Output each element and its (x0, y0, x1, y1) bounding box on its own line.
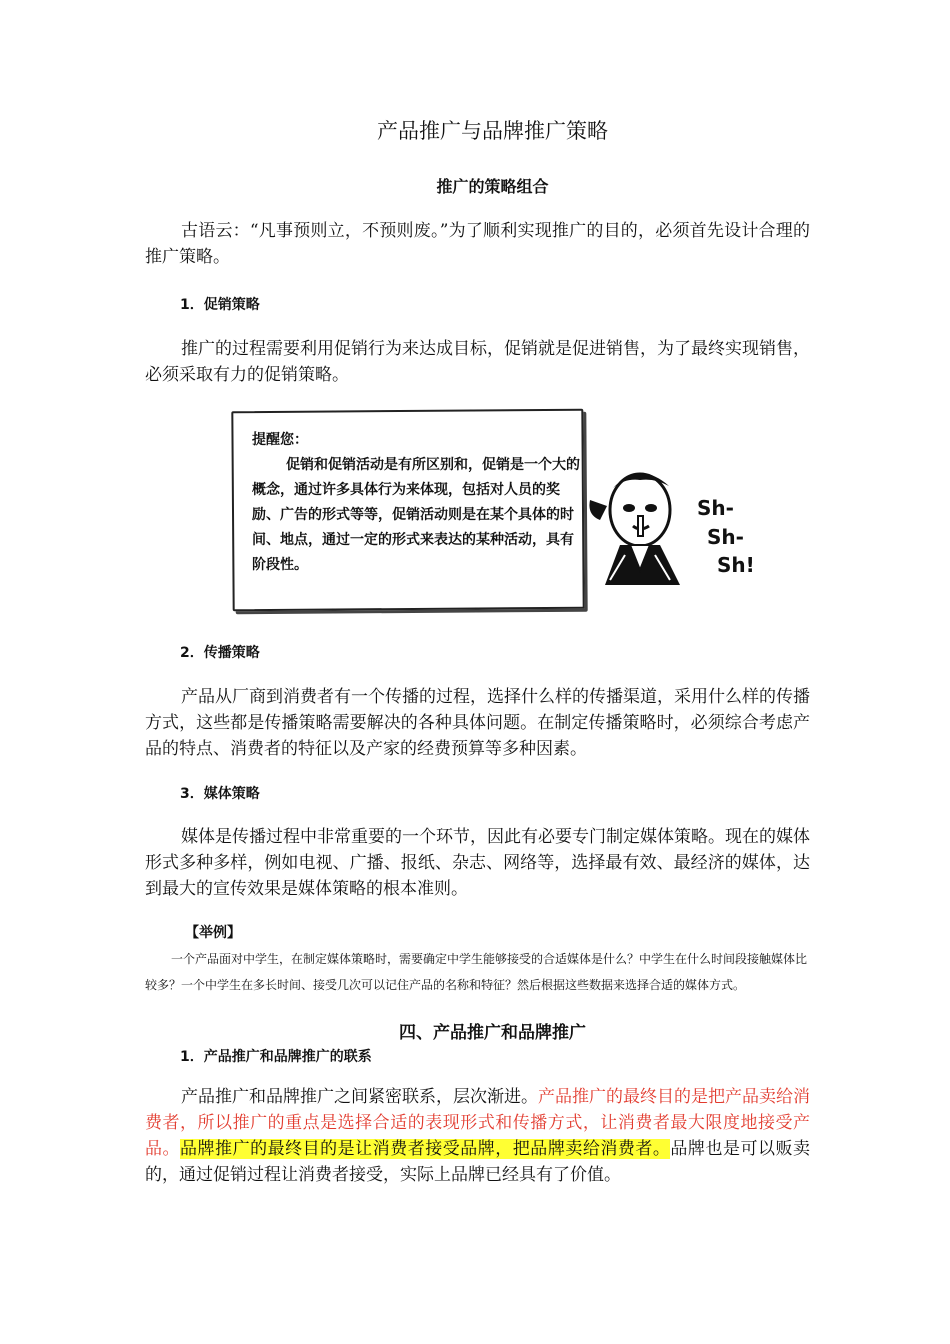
intro-paragraph: 古语云：“凡事预则立，不预则废。”为了顺利实现推广的目的，必须首先设计合理的推广策略。 (145, 221, 810, 267)
relation-text-red: 产品推广的最终目的是把产品卖给消费者，所以推广的重点是选择合适的表现形式和传播方式，让消费者最大限度地接受产品。 (145, 1087, 810, 1159)
media-paragraph: 媒体是传播过程中非常重要的一个环节，因此有必要专门制定媒体策略。现在的媒体形式多种多样，例如电视、广播、报纸、杂志、网络等，选择最有效、最经济的媒体，达到最大的宣传效果是媒体策略的根本准则。 (145, 827, 810, 899)
section-four-title: 四、产品推广和品牌推广 (399, 1023, 586, 1043)
relation-text-highlight: 品牌推广的最终目的是让消费者接受品牌，把品牌卖给消费者。 (180, 1139, 671, 1159)
relation-paragraph (145, 1084, 810, 1188)
svg-text:Sh-: Sh- (697, 496, 734, 520)
reminder-note-body: 促销和促销活动是有所区别和，促销是一个大的概念，通过许多具体行为来体现，包括对人员的奖励、广告的形式等等，促销活动则是在某个具体的时间、地点，通过一定的形式来表达的某种活动，具有阶段性。 (252, 457, 580, 573)
shushing-man-illustration (585, 460, 765, 590)
example-tag: 【举例】 (185, 925, 241, 941)
relation-text-tail: 品牌也是可以贩卖的，通过促销过程让消费者接受，实际上品牌已经具有了价值。 (145, 1139, 811, 1185)
heading-communication-strategy: 2．传播策略 (180, 645, 260, 661)
promotion-paragraph: 推广的过程需要利用促销行为来达成目标，促销就是促进销售，为了最终实现销售，必须采取有力的促销策略。 (145, 339, 810, 385)
heading-relation: 1．产品推广和品牌推广的联系 (180, 1049, 372, 1065)
page-title: 产品推广与品牌推广策略 (377, 119, 608, 143)
reminder-note-heading: 提醒您： (252, 432, 308, 448)
page-subtitle: 推广的策略组合 (436, 177, 549, 196)
reminder-note-text (252, 428, 582, 578)
communication-paragraph: 产品从厂商到消费者有一个传播的过程，选择什么样的传播渠道，采用什么样的传播方式，这些都是传播策略需要解决的各种具体问题。在制定传播策略时，必须综合考虑产品的特点、消费者的特征以及产家的经费预算等多种因素。 (145, 687, 810, 759)
heading-media-strategy: 3．媒体策略 (180, 786, 260, 802)
svg-text:Sh!: Sh! (717, 553, 755, 577)
example-paragraph: 一个产品面对中学生，在制定媒体策略时，需要确定中学生能够接受的合适媒体是什么？中学生在什么时间段接触媒体比较多？一个中学生在多长时间、接受几次可以记住产品的名称和特征？然后根据这些数据来选择合适的媒体方式。 (145, 952, 808, 992)
heading-promotion-strategy: 1．促销策略 (180, 297, 260, 313)
relation-text-plain: 产品推广和品牌推广之间紧密联系，层次渐进。 (181, 1087, 538, 1107)
svg-text:Sh-: Sh- (707, 525, 744, 549)
